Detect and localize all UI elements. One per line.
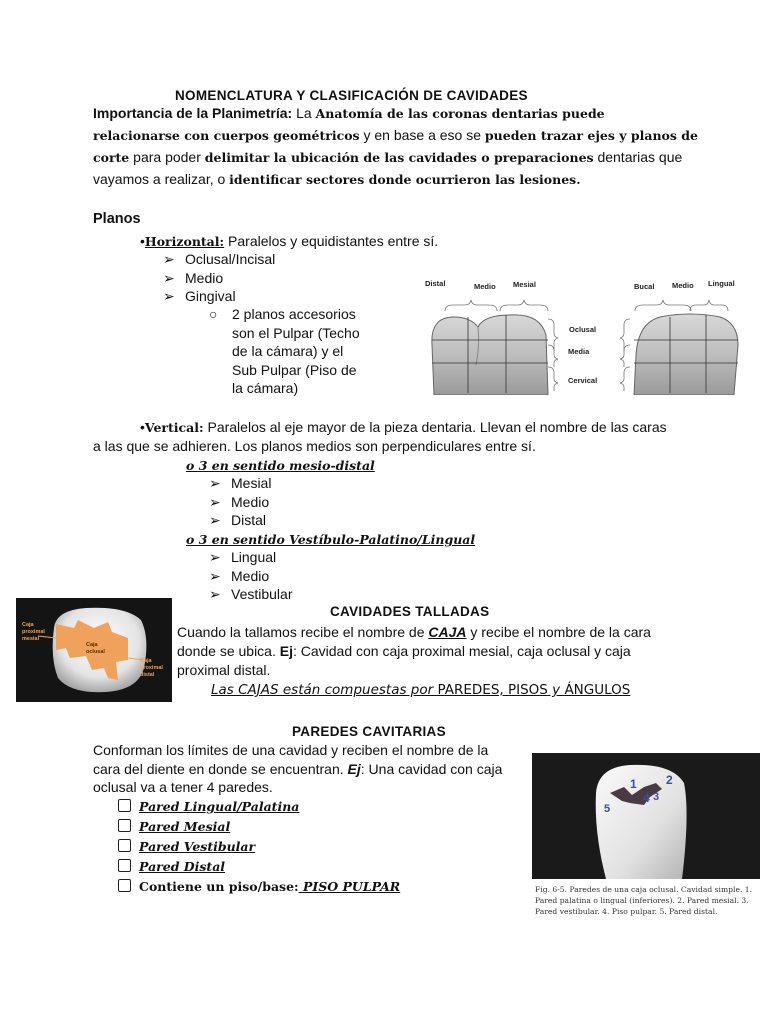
checkbox-icon[interactable] bbox=[118, 859, 131, 872]
g1-item-3: ➢ Distal bbox=[209, 512, 267, 528]
h-item-2: ➢ Medio bbox=[163, 270, 224, 286]
cav-line-3: proximal distal. bbox=[177, 662, 271, 678]
tooth-planes-drawing bbox=[420, 275, 742, 395]
paredes-heading: PAREDES CAVITARIAS bbox=[292, 724, 446, 739]
paredes-figure: 1 2 3 4 5 bbox=[532, 753, 760, 879]
g1-item-1: ➢ Mesial bbox=[209, 475, 272, 491]
cajas-figure: Caja proximal mesial Caja oclusal Caja proximal distal bbox=[16, 598, 172, 702]
page-title: NOMENCLATURA Y CLASIFICACIÓN DE CAVIDADES bbox=[175, 88, 528, 103]
horizontal-line: •Horizontal: Paralelos y equidistantes entre sí. bbox=[140, 233, 439, 249]
par-line-1: Conforman los límites de una cavidad y reciben el nombre de la bbox=[93, 742, 489, 758]
cavidades-heading: CAVIDADES TALLADAS bbox=[330, 604, 490, 619]
figure-caption: Fig. 6-5. Paredes de una caja oclusal. Cavidad simple. 1. Pared palatina o lingual (inferiores). 2. Pared mesial. 3. Pared vestibular. 4. Piso pulpar. 5. Pared distal. bbox=[535, 885, 753, 916]
checkbox-icon[interactable] bbox=[118, 819, 131, 832]
h-item-1: ➢ Oclusal/Incisal bbox=[163, 251, 276, 267]
group2-title: o 3 en sentido Vestíbulo-Palatino/Lingual bbox=[186, 532, 476, 547]
paredes-drawing bbox=[532, 753, 760, 879]
g2-item-1: ➢ Lingual bbox=[209, 549, 277, 565]
cajas-note: Las CAJAS están compuestas por PAREDES, PISOS y ÁNGULOS bbox=[211, 682, 631, 698]
pared-item-1[interactable]: Pared Lingual/Palatina bbox=[118, 796, 299, 817]
g2-item-2: ➢ Medio bbox=[209, 568, 270, 584]
pared-item-2[interactable]: Pared Mesial bbox=[118, 816, 230, 837]
g1-item-2: ➢ Medio bbox=[209, 494, 270, 510]
planos-heading: Planos bbox=[93, 211, 141, 227]
intro-line-3: corte para poder delimitar la ubicación de las cavidades o preparaciones dentarias que bbox=[93, 149, 683, 165]
par-line-2: cara del diente en donde se encuentran. Ej: Una cavidad con caja bbox=[93, 761, 503, 777]
checkbox-icon[interactable] bbox=[118, 799, 131, 812]
intro-line-1: Importancia de la Planimetría: La Anatomía de las coronas dentarias puede bbox=[93, 105, 605, 121]
pared-item-4[interactable]: Pared Distal bbox=[118, 856, 225, 877]
vertical-line-1: •Vertical: Paralelos al eje mayor de la pieza dentaria. Llevan el nombre de las caras bbox=[140, 419, 667, 435]
cav-line-1: Cuando la tallamos recibe el nombre de CAJA y recibe el nombre de la cara bbox=[177, 624, 651, 640]
tooth-planes-figure: Distal Medio Mesial Bucal Medio Lingual Oclusal Media Cervical bbox=[420, 275, 742, 395]
checkbox-icon[interactable] bbox=[118, 879, 131, 892]
pared-item-5[interactable]: Contiene un piso/base: PISO PULPAR bbox=[118, 876, 400, 897]
g2-item-3: ➢ Vestibular bbox=[209, 586, 293, 602]
sub-planos-note: ○ 2 planos accesorios son el Pulpar (Techo de la cámara) y el Sub Pulpar (Piso de la cámara) bbox=[209, 306, 360, 397]
h-item-3: ➢ Gingival bbox=[163, 288, 236, 304]
intro-line-4: vayamos a realizar, o identificar sectores donde ocurrieron las lesiones. bbox=[93, 171, 581, 187]
par-line-3: oclusal va a tener 4 paredes. bbox=[93, 779, 273, 795]
vertical-line-2: a las que se adhieren. Los planos medios son perpendiculares entre sí. bbox=[93, 438, 536, 454]
pared-item-3[interactable]: Pared Vestibular bbox=[118, 836, 255, 857]
checkbox-icon[interactable] bbox=[118, 839, 131, 852]
intro-heading: Importancia de la Planimetría: bbox=[93, 105, 293, 121]
group1-title: o 3 en sentido mesio-distal bbox=[186, 458, 375, 473]
cav-line-2: donde se ubica. Ej: Cavidad con caja proximal mesial, caja oclusal y caja bbox=[177, 643, 631, 659]
intro-line-2: relacionarse con cuerpos geométricos y en base a eso se pueden trazar ejes y planos de bbox=[93, 127, 698, 143]
